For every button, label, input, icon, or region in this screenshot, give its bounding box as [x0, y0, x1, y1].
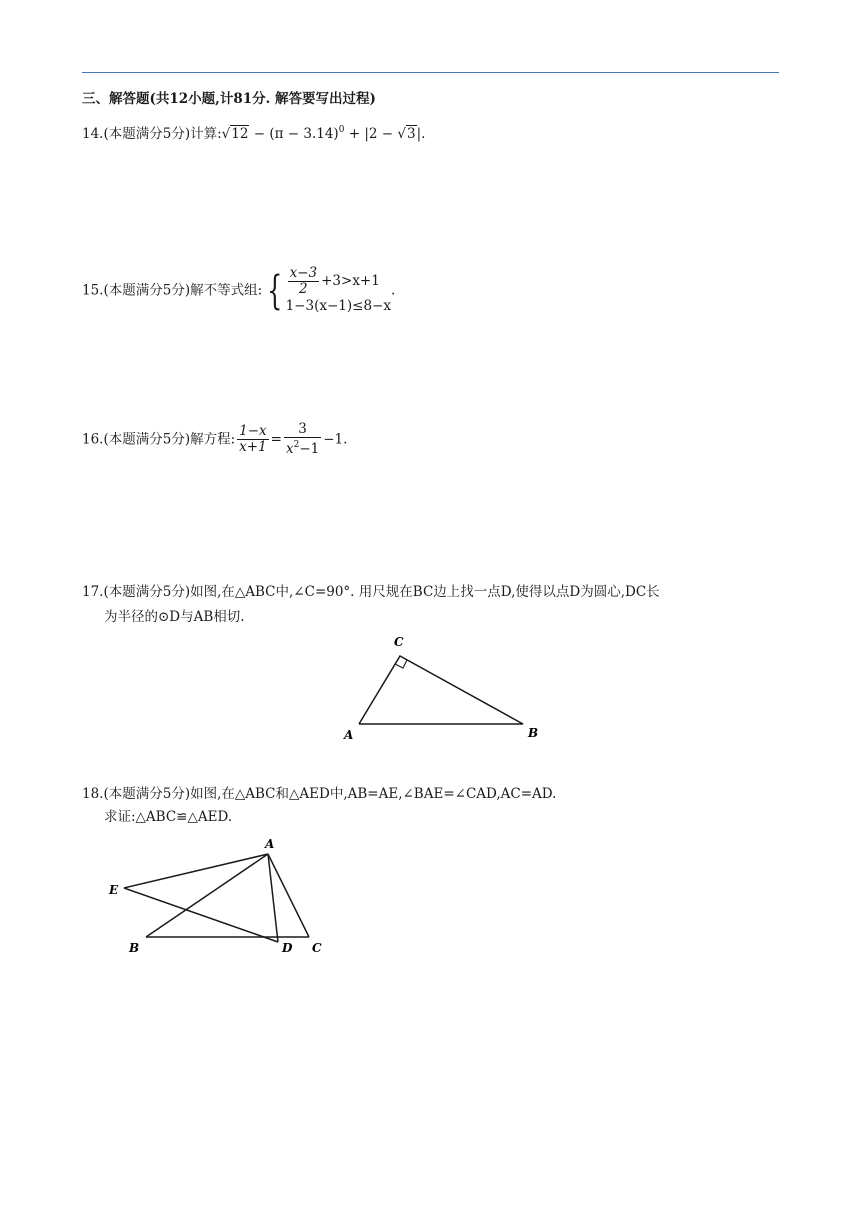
q18-label-d: D [282, 941, 293, 955]
q14-exponent: 0 [338, 125, 345, 135]
q18-segment-ab [146, 854, 268, 937]
question-14 [82, 122, 425, 142]
question-15 [82, 266, 395, 315]
q16-left-num: 1−x [239, 423, 267, 439]
header-rule [82, 72, 779, 73]
q18-segment-ae [124, 854, 268, 888]
q15-prefix: 15.(本题满分5分)解不等式组: [82, 282, 263, 299]
question-18-line-2: 求证:△ABC≌△AED. [104, 809, 233, 825]
q16-left-den: x+1 [239, 439, 267, 455]
question-16 [82, 422, 347, 457]
q18-segment-ed [124, 888, 278, 942]
q18-segment-ac [268, 854, 309, 937]
q15-fraction-num: x−3 [289, 265, 318, 281]
q14-sqrt3: 3 [406, 126, 416, 142]
q16-right-num: 3 [284, 422, 321, 438]
q17-label-a: A [344, 728, 354, 742]
q16-right-den [284, 438, 321, 457]
question-17-line-2: 为半径的⊙D与AB相切. [104, 609, 245, 625]
q15-fraction-den: 2 [299, 281, 308, 297]
q14-sqrt12: 12 [231, 126, 249, 142]
q16-tail: −1. [323, 431, 348, 448]
q14-minus: − (π − 3.14) [249, 126, 339, 142]
q15-ineq-1 [286, 266, 391, 297]
q16-right-fraction [284, 422, 321, 457]
q15-fraction [288, 266, 320, 297]
q18-segment-ad [268, 854, 278, 942]
q18-label-b: B [129, 941, 140, 955]
q14-sqrt-sign-2: √ [397, 126, 406, 142]
q15-tail: . [390, 282, 396, 299]
q17-label-c: C [394, 635, 404, 649]
q15-ineq-1-rest: +3>x+1 [321, 273, 380, 289]
q14-prefix: 14.(本题满分5分)计算: [82, 126, 222, 142]
q16-left-fraction [237, 424, 269, 455]
q17-label-b: B [528, 726, 539, 740]
q14-sqrt-sign: √ [221, 126, 231, 142]
q15-system [286, 266, 391, 315]
q15-brace: { [267, 267, 283, 314]
q16-prefix: 16.(本题满分5分)解方程: [82, 431, 236, 448]
q15-ineq-2: 1−3(x−1)≤8−x [285, 298, 391, 314]
q16-equals: = [270, 431, 282, 448]
q17-triangle-figure [330, 628, 560, 748]
q18-label-a: A [265, 837, 275, 851]
q16-right-den-base: x [285, 441, 294, 457]
q18-figure [100, 832, 340, 962]
q18-label-c: C [312, 941, 322, 955]
q14-plus: + |2 − [344, 126, 398, 142]
q16-right-den-exp: 2 [293, 440, 300, 450]
question-18-line-1: 18.(本题满分5分)如图,在△ABC和△AED中,AB=AE,∠BAE=∠CAD,AC=AD. [82, 786, 557, 802]
question-17-line-1: 17.(本题满分5分)如图,在△ABC中,∠C=90°. 用尺规在BC边上找一点D,使得以点D为圆心,DC长 [82, 584, 660, 600]
q14-tail: |. [416, 126, 426, 142]
section-title: 三、解答题(共12小题,计81分. 解答要写出过程) [82, 91, 376, 107]
q16-right-den-rest: −1 [299, 441, 320, 457]
q18-label-e: E [109, 883, 119, 897]
q17-triangle [359, 656, 523, 724]
